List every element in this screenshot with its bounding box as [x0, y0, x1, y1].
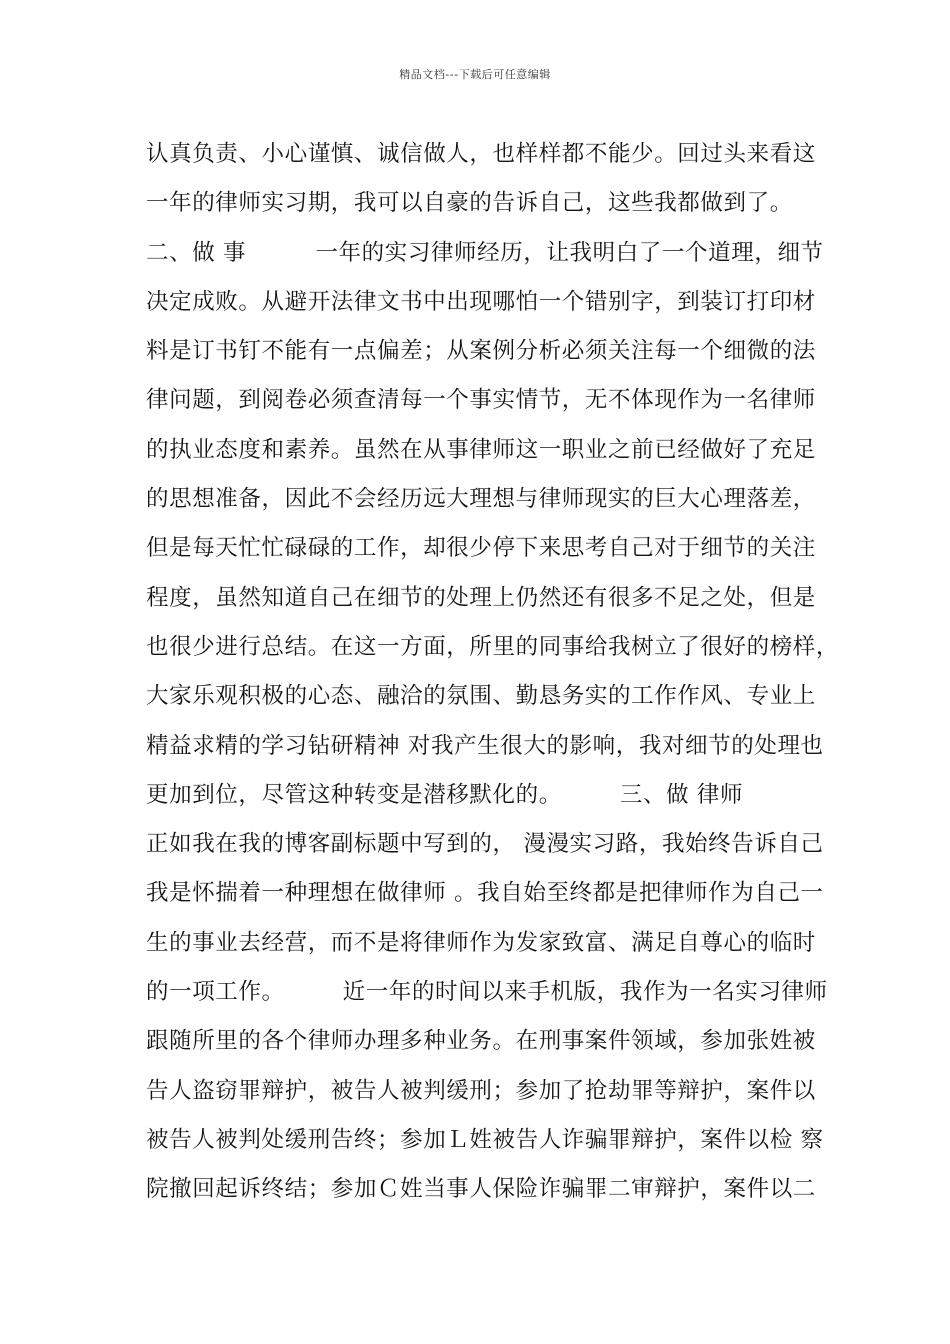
text-line: 的思想准备，因此不会经历远大理想与律师现实的巨大心理落差， — [146, 486, 816, 513]
text-line: 更加到位，尽管这种转变是潜移默化的。 三、做 律师 — [146, 781, 744, 808]
text-line: 精益求精的学习钻研精神 对我产生很大的影响，我对细节的处理也 — [146, 732, 824, 759]
text-line: 程度，虽然知道自己在细节的处理上仍然还有很多不足之处，但是 — [146, 584, 816, 611]
text-line: 的一项工作。 近一年的时间以来手机版，我作为一名实习律师 — [146, 979, 828, 1006]
text-line: 决定成败。从避开法律文书中出现哪怕一个错别字，到装订打印材 — [146, 288, 816, 315]
text-line: 被告人被判处缓刑告终；参加Ｌ姓被告人诈骗罪辩护，案件以检 察 — [146, 1126, 824, 1153]
text-line: 料是订书钉不能有一点偏差；从案例分析必须关注每一个细微的法 — [146, 338, 816, 365]
text-line: 律问题，到阅卷必须查清每一个事实情节，无不体现作为一名律师 — [146, 387, 816, 414]
page-header: 精品文档---下载后可任意编辑 — [399, 68, 551, 81]
text-line: 但是每天忙忙碌碌的工作，却很少停下来思考自己对于细节的关注 — [146, 535, 816, 562]
text-line: 跟随所里的各个律师办理多种业务。在刑事案件领域，参加张姓被 — [146, 1028, 816, 1055]
text-line: 院撤回起诉终结；参加Ｃ姓当事人保险诈骗罪二审辩护，案件以二 — [146, 1176, 816, 1203]
body-text — [146, 130, 840, 1215]
text-line: 正如我在我的博客副标题中写到的， 漫漫实习路，我始终告诉自己 — [146, 831, 824, 858]
text-line: 生的事业去经营，而不是将律师作为发家致富、满足自尊心的临时 — [146, 929, 816, 956]
text-line: 的执业态度和素养。虽然在从事律师这一职业之前已经做好了充足 — [146, 436, 816, 463]
text-line: 一年的律师实习期，我可以自豪的告诉自己，这些我都做到了。 — [146, 190, 793, 217]
text-line: 告人盗窃罪辩护，被告人被判缓刑；参加了抢劫罪等辩护，案件以 — [146, 1077, 816, 1104]
text-line: 认真负责、小心谨慎、诚信做人，也样样都不能少。回过头来看这 — [146, 141, 816, 167]
text-line: 我是怀揣着一种理想在做律师 。我自始至终都是把律师作为自己一 — [146, 880, 824, 907]
text-line: 二、做 事 一年的实习律师经历，让我明白了一个道理，细节 — [146, 239, 824, 266]
text-line: 也很少进行总结。在这一方面，所里的同事给我树立了很好的榜样， — [146, 633, 840, 660]
text-line: 大家乐观积极的心态、融洽的氛围、勤恳务实的工作作风、专业上 — [146, 683, 816, 710]
